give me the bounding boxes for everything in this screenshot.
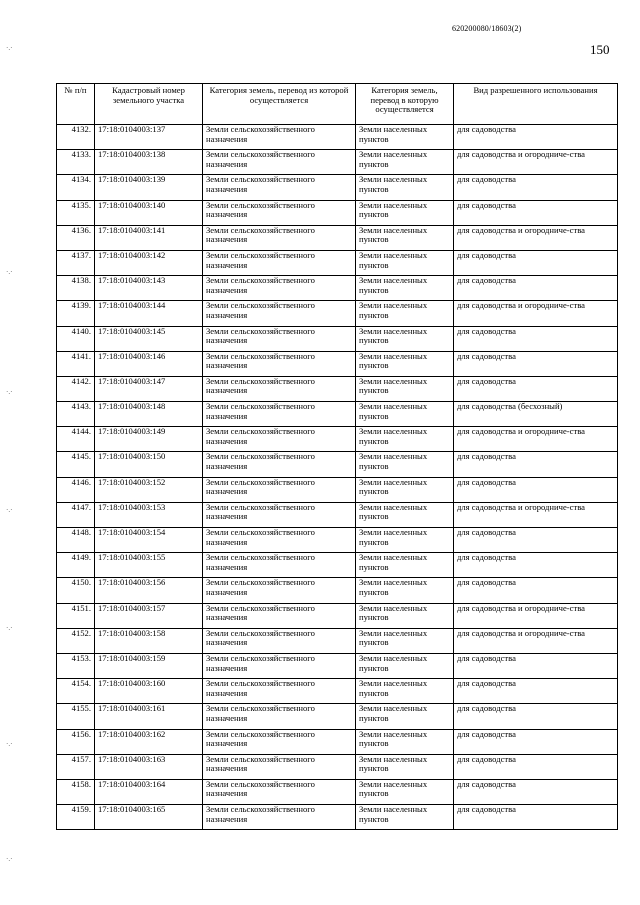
category-to: Земли населенных пунктов (356, 452, 454, 477)
table-row (57, 603, 618, 628)
category-to: Земли населенных пунктов (356, 603, 454, 628)
row-number: 4153. (57, 653, 95, 678)
permitted-use: для садоводства (454, 729, 618, 754)
category-to: Земли населенных пунктов (356, 477, 454, 502)
category-to: Земли населенных пунктов (356, 225, 454, 250)
category-to: Земли населенных пунктов (356, 250, 454, 275)
category-from: Земли сельскохозяйственного назначения (203, 276, 356, 301)
cadastral-number: 17:18:0104003:147 (95, 376, 203, 401)
cadastral-number: 17:18:0104003:152 (95, 477, 203, 502)
row-number: 4143. (57, 402, 95, 427)
cadastral-number: 17:18:0104003:160 (95, 679, 203, 704)
cadastral-number: 17:18:0104003:150 (95, 452, 203, 477)
permitted-use: для садоводства (454, 805, 618, 830)
cadastral-number: 17:18:0104003:149 (95, 427, 203, 452)
row-number: 4154. (57, 679, 95, 704)
table-row (57, 301, 618, 326)
category-from: Земли сельскохозяйственного назначения (203, 653, 356, 678)
category-to: Земли населенных пунктов (356, 301, 454, 326)
page-number: 150 (590, 42, 610, 57)
cadastral-number: 17:18:0104003:164 (95, 779, 203, 804)
permitted-use: для садоводства и огородниче-ства (454, 301, 618, 326)
table-row (57, 704, 618, 729)
permitted-use: для садоводства (454, 578, 618, 603)
category-to: Земли населенных пунктов (356, 779, 454, 804)
cadastral-number: 17:18:0104003:155 (95, 553, 203, 578)
table-row (57, 779, 618, 804)
category-from: Земли сельскохозяйственного назначения (203, 553, 356, 578)
category-from: Земли сельскохозяйственного назначения (203, 200, 356, 225)
row-number: 4141. (57, 351, 95, 376)
permitted-use: для садоводства (454, 754, 618, 779)
table-row (57, 729, 618, 754)
cadastral-number: 17:18:0104003:146 (95, 351, 203, 376)
category-to: Земли населенных пунктов (356, 427, 454, 452)
row-number: 4146. (57, 477, 95, 502)
row-number: 4152. (57, 628, 95, 653)
row-number: 4135. (57, 200, 95, 225)
table-row (57, 200, 618, 225)
category-to: Земли населенных пунктов (356, 729, 454, 754)
permitted-use: для садоводства (454, 653, 618, 678)
table-row (57, 653, 618, 678)
cadastral-number: 17:18:0104003:154 (95, 528, 203, 553)
table-row (57, 276, 618, 301)
cadastral-number: 17:18:0104003:137 (95, 125, 203, 150)
category-to: Земли населенных пунктов (356, 805, 454, 830)
category-to: Земли населенных пунктов (356, 528, 454, 553)
permitted-use: для садоводства (454, 250, 618, 275)
category-from: Земли сельскохозяйственного назначения (203, 502, 356, 527)
category-from: Земли сельскохозяйственного назначения (203, 704, 356, 729)
row-number: 4150. (57, 578, 95, 603)
row-number: 4159. (57, 805, 95, 830)
category-to: Земли населенных пунктов (356, 754, 454, 779)
category-to: Земли населенных пунктов (356, 628, 454, 653)
cadastral-number: 17:18:0104003:141 (95, 225, 203, 250)
category-from: Земли сельскохозяйственного назначения (203, 452, 356, 477)
document-reference: 620200080/18603(2) (452, 24, 522, 33)
table-row (57, 502, 618, 527)
hole-punch-mark: ·.· (6, 624, 13, 632)
permitted-use: для садоводства (454, 351, 618, 376)
category-to: Земли населенных пунктов (356, 679, 454, 704)
header-permitted-use: Вид разрешенного использования (454, 84, 618, 125)
table-row (57, 578, 618, 603)
row-number: 4140. (57, 326, 95, 351)
table-row (57, 150, 618, 175)
category-from: Земли сельскохозяйственного назначения (203, 427, 356, 452)
cadastral-number: 17:18:0104003:140 (95, 200, 203, 225)
permitted-use: для садоводства и огородниче-ства (454, 502, 618, 527)
permitted-use: для садоводства (бесхозный) (454, 402, 618, 427)
cadastral-number: 17:18:0104003:138 (95, 150, 203, 175)
cadastral-number: 17:18:0104003:157 (95, 603, 203, 628)
permitted-use: для садоводства (454, 553, 618, 578)
cadastral-number: 17:18:0104003:148 (95, 402, 203, 427)
category-to: Земли населенных пунктов (356, 200, 454, 225)
row-number: 4147. (57, 502, 95, 527)
category-from: Земли сельскохозяйственного назначения (203, 250, 356, 275)
category-from: Земли сельскохозяйственного назначения (203, 125, 356, 150)
category-to: Земли населенных пунктов (356, 150, 454, 175)
table-row (57, 175, 618, 200)
category-to: Земли населенных пунктов (356, 125, 454, 150)
cadastral-number: 17:18:0104003:165 (95, 805, 203, 830)
row-number: 4157. (57, 754, 95, 779)
hole-punch-mark: ·.· (6, 388, 13, 396)
table-row (57, 125, 618, 150)
cadastral-number: 17:18:0104003:153 (95, 502, 203, 527)
table-row (57, 376, 618, 401)
row-number: 4142. (57, 376, 95, 401)
cadastral-number: 17:18:0104003:161 (95, 704, 203, 729)
category-from: Земли сельскохозяйственного назначения (203, 578, 356, 603)
row-number: 4136. (57, 225, 95, 250)
category-from: Земли сельскохозяйственного назначения (203, 679, 356, 704)
cadastral-number: 17:18:0104003:158 (95, 628, 203, 653)
row-number: 4158. (57, 779, 95, 804)
category-to: Земли населенных пунктов (356, 704, 454, 729)
category-from: Земли сельскохозяйственного назначения (203, 175, 356, 200)
row-number: 4139. (57, 301, 95, 326)
category-from: Земли сельскохозяйственного назначения (203, 402, 356, 427)
cadastral-number: 17:18:0104003:159 (95, 653, 203, 678)
hole-punch-mark: ·.· (6, 740, 13, 748)
permitted-use: для садоводства и огородниче-ства (454, 225, 618, 250)
permitted-use: для садоводства и огородниче-ства (454, 628, 618, 653)
row-number: 4138. (57, 276, 95, 301)
table-row (57, 250, 618, 275)
table-row (57, 754, 618, 779)
category-from: Земли сельскохозяйственного назначения (203, 326, 356, 351)
category-to: Земли населенных пунктов (356, 502, 454, 527)
row-number: 4133. (57, 150, 95, 175)
category-from: Земли сельскохозяйственного назначения (203, 628, 356, 653)
permitted-use: для садоводства и огородниче-ства (454, 150, 618, 175)
permitted-use: для садоводства (454, 326, 618, 351)
category-from: Земли сельскохозяйственного назначения (203, 754, 356, 779)
permitted-use: для садоводства (454, 477, 618, 502)
permitted-use: для садоводства (454, 200, 618, 225)
table-row (57, 402, 618, 427)
permitted-use: для садоводства (454, 528, 618, 553)
category-to: Земли населенных пунктов (356, 553, 454, 578)
row-number: 4144. (57, 427, 95, 452)
category-to: Земли населенных пунктов (356, 578, 454, 603)
hole-punch-mark: ·.· (6, 855, 13, 863)
land-plots-table (56, 83, 618, 830)
row-number: 4151. (57, 603, 95, 628)
table-row (57, 628, 618, 653)
category-from: Земли сельскохозяйственного назначения (203, 351, 356, 376)
permitted-use: для садоводства и огородниче-ства (454, 427, 618, 452)
permitted-use: для садоводства (454, 452, 618, 477)
category-from: Земли сельскохозяйственного назначения (203, 805, 356, 830)
table-row (57, 679, 618, 704)
category-to: Земли населенных пунктов (356, 402, 454, 427)
table-row (57, 225, 618, 250)
permitted-use: для садоводства (454, 679, 618, 704)
row-number: 4156. (57, 729, 95, 754)
cadastral-number: 17:18:0104003:145 (95, 326, 203, 351)
category-to: Земли населенных пунктов (356, 653, 454, 678)
permitted-use: для садоводства (454, 125, 618, 150)
category-from: Земли сельскохозяйственного назначения (203, 603, 356, 628)
cadastral-number: 17:18:0104003:162 (95, 729, 203, 754)
category-from: Земли сельскохозяйственного назначения (203, 301, 356, 326)
header-row-number: № п/п (57, 84, 95, 125)
category-to: Земли населенных пунктов (356, 175, 454, 200)
table-row (57, 805, 618, 830)
permitted-use: для садоводства (454, 175, 618, 200)
category-from: Земли сельскохозяйственного назначения (203, 150, 356, 175)
category-to: Земли населенных пунктов (356, 276, 454, 301)
table-row (57, 427, 618, 452)
hole-punch-mark: ·.· (6, 44, 13, 52)
category-from: Земли сельскохозяйственного назначения (203, 477, 356, 502)
cadastral-number: 17:18:0104003:156 (95, 578, 203, 603)
row-number: 4148. (57, 528, 95, 553)
header-category-from: Категория земель, перевод из которой осуществляется (203, 84, 356, 125)
table-row (57, 326, 618, 351)
header-cadastral-number: Кадастровый номер земельного участка (95, 84, 203, 125)
table-row (57, 452, 618, 477)
category-from: Земли сельскохозяйственного назначения (203, 225, 356, 250)
hole-punch-mark: ·.· (6, 268, 13, 276)
cadastral-number: 17:18:0104003:144 (95, 301, 203, 326)
row-number: 4132. (57, 125, 95, 150)
category-from: Земли сельскохозяйственного назначения (203, 376, 356, 401)
table-row (57, 477, 618, 502)
row-number: 4145. (57, 452, 95, 477)
row-number: 4149. (57, 553, 95, 578)
table-row (57, 351, 618, 376)
header-category-to: Категория земель, перевод в которую осуществляется (356, 84, 454, 125)
category-to: Земли населенных пунктов (356, 376, 454, 401)
permitted-use: для садоводства (454, 704, 618, 729)
category-to: Земли населенных пунктов (356, 326, 454, 351)
cadastral-number: 17:18:0104003:143 (95, 276, 203, 301)
cadastral-number: 17:18:0104003:142 (95, 250, 203, 275)
table-header-row (57, 84, 618, 125)
row-number: 4137. (57, 250, 95, 275)
row-number: 4134. (57, 175, 95, 200)
cadastral-number: 17:18:0104003:163 (95, 754, 203, 779)
permitted-use: для садоводства (454, 276, 618, 301)
category-to: Земли населенных пунктов (356, 351, 454, 376)
category-from: Земли сельскохозяйственного назначения (203, 779, 356, 804)
permitted-use: для садоводства (454, 779, 618, 804)
permitted-use: для садоводства и огородниче-ства (454, 603, 618, 628)
cadastral-number: 17:18:0104003:139 (95, 175, 203, 200)
category-from: Земли сельскохозяйственного назначения (203, 528, 356, 553)
permitted-use: для садоводства (454, 376, 618, 401)
hole-punch-mark: ·.· (6, 506, 13, 514)
table-row (57, 528, 618, 553)
category-from: Земли сельскохозяйственного назначения (203, 729, 356, 754)
row-number: 4155. (57, 704, 95, 729)
table-row (57, 553, 618, 578)
